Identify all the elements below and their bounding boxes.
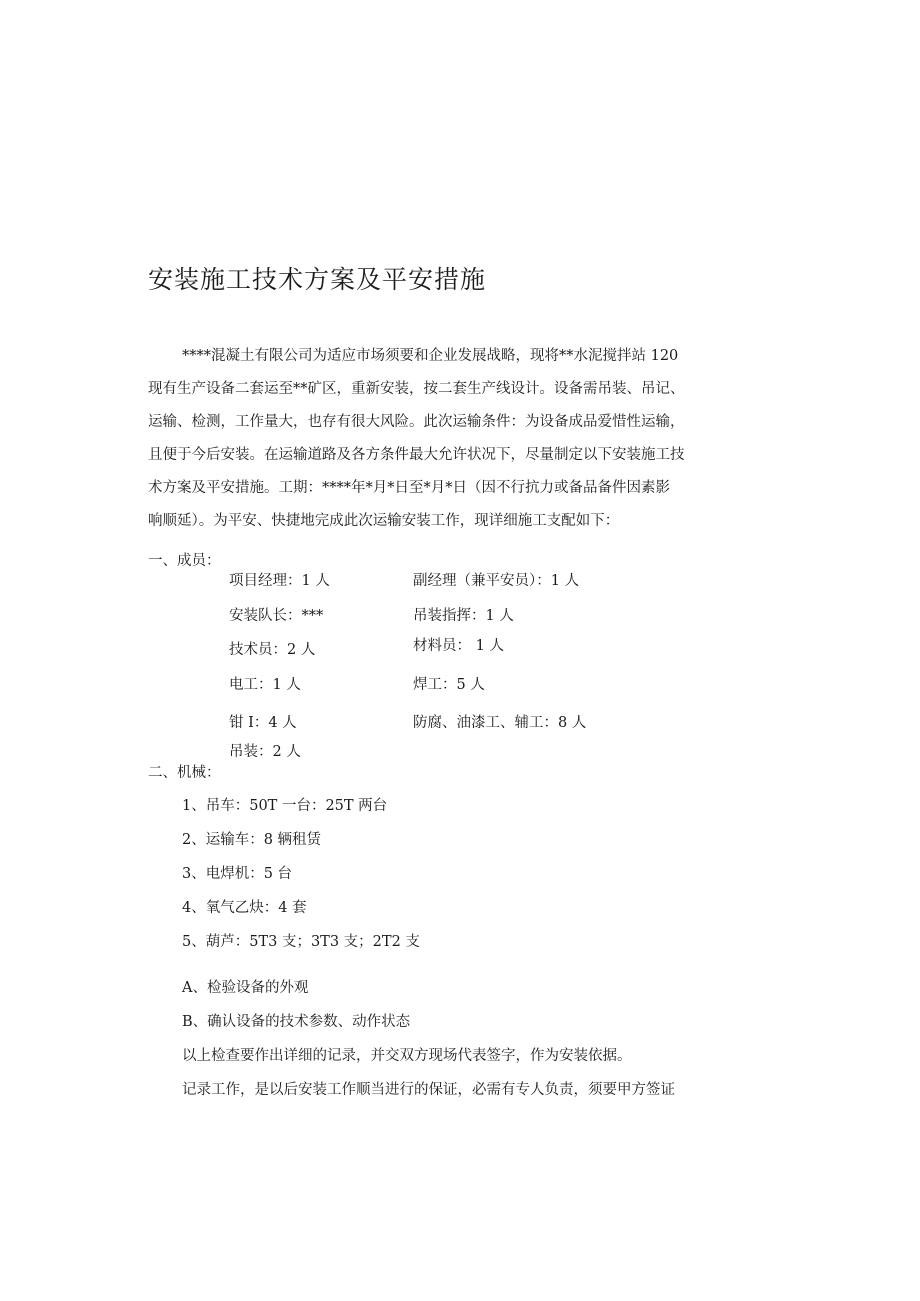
intro-line: 且便于今后安装。在运输道路及各方条件最大允许状况下，尽量制定以下安装施工技 [148, 447, 685, 463]
member-item: 副经理（兼平安员）：1 人 [413, 573, 580, 589]
member-item: 焊工：5 人 [413, 677, 485, 693]
section-heading-machinery: 二、机械： [148, 765, 221, 781]
machinery-item: 1、吊车：50T 一台：25T 两台 [182, 798, 388, 814]
intro-line: 术方案及平安措施。工期：****年*月*日至*月*日（因不行抗力或备品备件因素影 [148, 480, 670, 496]
check-item: B、确认设备的技术参数、动作状态 [182, 1014, 411, 1030]
member-item: 钳 I：4 人 [229, 715, 297, 731]
member-item: 技术员：2 人 [229, 642, 316, 658]
machinery-item: 2、运输车：8 辆租赁 [182, 832, 322, 848]
intro-paragraph [148, 340, 718, 538]
section-heading-members: 一、成员： [148, 553, 221, 569]
member-item: 材料员： 1 人 [413, 638, 504, 654]
member-item: 电工：1 人 [229, 677, 301, 693]
member-item: 吊装指挥：1 人 [413, 608, 514, 624]
intro-line: ****混凝土有限公司为适应市场须要和企业发展战略，现将**水泥搅拌站 120 [182, 348, 679, 364]
document-title: 安装施工技术方案及平安措施 [148, 265, 487, 294]
member-item: 项目经理：1 人 [229, 573, 330, 589]
closing-line: 记录工作，是以后安装工作顺当进行的保证，必需有专人负责，须要甲方签证 [182, 1082, 675, 1098]
intro-line: 响顺延）。为平安、快捷地完成此次运输安装工作，现详细施工支配如下： [148, 513, 620, 529]
machinery-item: 5、葫芦：5T3 支；3T3 支；2T2 支 [182, 934, 420, 950]
member-item: 防腐、油漆工、辅工：8 人 [413, 715, 587, 731]
intro-line: 现有生产设备二套运至**矿区，重新安装，按二套生产线设计。设备需吊装、吊记、 [148, 381, 685, 397]
member-item: 吊装：2 人 [229, 744, 301, 760]
intro-line: 运输、检测，工作量大，也存有很大风险。此次运输条件：为设备成品爱惜性运输， [148, 414, 685, 430]
closing-line: 以上检查要作出详细的记录，并交双方现场代表签字，作为安装依据。 [182, 1048, 632, 1064]
member-item: 安装队长：*** [229, 608, 324, 624]
machinery-item: 3、电焊机：5 台 [182, 866, 293, 882]
check-item: A、检验设备的外观 [182, 980, 309, 996]
machinery-item: 4、氧气乙炔：4 套 [182, 900, 307, 916]
